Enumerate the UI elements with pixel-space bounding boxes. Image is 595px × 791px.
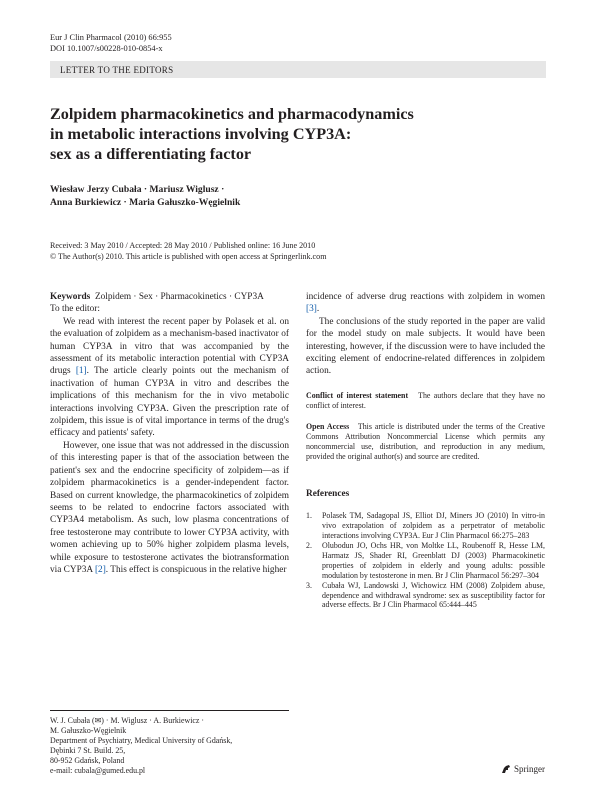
copyright-line: © The Author(s) 2010. This article is published with open access at Springerlink.com [50, 251, 327, 261]
references-heading: References [306, 488, 350, 499]
reference-item [306, 541, 545, 581]
footnote-divider [50, 710, 289, 711]
keywords-label: Keywords [50, 292, 91, 302]
publisher-name: Springer [514, 764, 545, 774]
reference-number: 1. [306, 511, 312, 521]
reference-text: Olubodun JO, Ochs HR, von Moltke LL, Roubenoff R, Hesse LM, Harmatz JS, Shader RI, Greenblatt DJ (2003) Pharmacokinetic properties of zolpidem in elderly and young adults: possible modulation by testosterone in men. Br J Clin Pharmacol 56:297–304 [322, 540, 545, 580]
footnote-line-4: Dębinki 7 St. Build. 25, [50, 746, 126, 756]
reference-text: Cubała WJ, Landowski J, Wichowicz HM (2008) Zolpidem abuse, dependence and withdrawal syndrome: sex as susceptibility factor for adverse effects. Br J Clin Pharmacol 65:444–445 [322, 580, 545, 610]
publication-dates [50, 241, 470, 262]
reference-list [306, 511, 545, 610]
citation-link-3[interactable]: [3] [306, 304, 317, 315]
footnote-line-1: W. J. Cubała (✉) · M. Wiglusz · A. Burkiewicz · [50, 716, 204, 725]
journal-header [50, 33, 172, 54]
keywords [50, 291, 289, 303]
reference-item [306, 511, 545, 541]
paragraph-4: The conclusions of the study reported in the paper are valid for the model study on male subjects. It would have been interesting, however, if the discussion were to have included the exciting element of endocrine-related differences in zolpidem action. [306, 316, 545, 377]
title-line-2: in metabolic interactions involving CYP3A: [50, 125, 352, 143]
paragraph-2 [50, 440, 289, 576]
coi-label: Conflict of interest statement [306, 390, 409, 400]
footnote-line-5: 80-952 Gdańsk, Poland [50, 756, 125, 766]
title-line-3: sex as a differentiating factor [50, 145, 252, 163]
publisher-logo [501, 764, 545, 774]
author-affiliation-footnote [50, 716, 232, 777]
reference-text: Polasek TM, Sadagopal JS, Elliot DJ, Miners JO (2010) In vitro-in vivo extrapolation of zolpidem as a perpetrator of metabolic interactions involving CYP3A. Eur J Clin Pharmacol 66:275–283 [322, 511, 545, 541]
p2-text-a: However, one issue that was not addressed in the discussion of this interesting paper is that of the association between the patient's sex and the endocrine specificity of zolpidem—as if zolpidem pharmacokinetics is a gender-independent factor. Based on current knowledge, the pharmacokinetics of zolpidem seems to be related to endocrine factors associated with CYP3A4 metabolism. As such, low plasma concentrations of free testosterone may contribute to lower CYP3A activity, with women achieving up to 50% higher zolpidem plasma levels, while exposure to testosterone activates the biotransformation via CYP3A [50, 440, 289, 575]
left-column [50, 291, 289, 576]
author-list [50, 183, 450, 209]
open-access-text: This article is distributed under the terms of the Creative Commons Attribution Noncommercial License which permits any noncommercial use, distribution, and reproduction in any medium, provided the original author(s) and source are credited. [306, 421, 545, 461]
p1-text-a: We read with interest the recent paper by Polasek et al. on the evaluation of zolpidem as a mechanism-based inactivator of human CYP3A in vitro that was accompanied by the assessment of its metabolic interaction potential with CYP3A drugs [50, 316, 289, 377]
paragraph-1 [50, 316, 289, 440]
reference-item [306, 581, 545, 611]
article-title [50, 104, 520, 164]
r1-text-a: incidence of adverse drug reactions with zolpidem in women [306, 292, 545, 302]
reference-number: 3. [306, 580, 312, 590]
coi-text: The authors declare that they have no conflict of interest. [306, 390, 545, 410]
journal-citation: Eur J Clin Pharmacol (2010) 66:955 [50, 33, 172, 42]
footnote-line-3: Department of Psychiatry, Medical University of Gdańsk, [50, 736, 233, 746]
springer-horse-icon [501, 764, 511, 774]
conflict-of-interest [306, 391, 545, 411]
author-email[interactable]: e-mail: cubala@gumed.edu.pl [50, 766, 146, 776]
article-type-banner [50, 61, 546, 78]
p2-text-b: . This effect is conspicuous in the relative higher [105, 564, 287, 575]
salutation: To the editor: [50, 304, 100, 315]
authors-line-2: Anna Burkiewicz · Maria Gałuszko-Węgielnik [50, 197, 241, 209]
r1-text-b: . [316, 304, 320, 315]
p1-text-b: . The article clearly points out the mechanism of inactivation of human CYP3A in vitro and describes the implications of this mechanism for the in vivo metabolic interactions involving CYP3A. Given the prescription rate of zolpidem, this issue is of vital importance in terms of the drug's efficacy and patients' safety. [50, 366, 289, 439]
open-access-statement [306, 422, 545, 462]
title-line-1: Zolpidem pharmacokinetics and pharmacodynamics [50, 105, 414, 123]
authors-line-1: Wiesław Jerzy Cubała · Mariusz Wiglusz · [50, 184, 225, 195]
keywords-text: Zolpidem · Sex · Pharmacokinetics · CYP3A [94, 292, 264, 302]
footnote-line-2: M. Gałuszko-Węgielnik [50, 726, 127, 736]
paragraph-3 [306, 291, 545, 316]
citation-link-1[interactable]: [1] [75, 366, 87, 377]
received-dates: Received: 3 May 2010 / Accepted: 28 May 2010 / Published online: 16 June 2010 [50, 241, 316, 250]
open-access-label: Open Access [306, 421, 350, 431]
reference-number: 2. [306, 540, 312, 550]
right-column [306, 291, 545, 610]
article-type-label: LETTER TO THE EDITORS [60, 64, 174, 75]
doi[interactable]: DOI 10.1007/s00228-010-0854-x [50, 43, 163, 53]
citation-link-2[interactable]: [2] [94, 564, 106, 575]
